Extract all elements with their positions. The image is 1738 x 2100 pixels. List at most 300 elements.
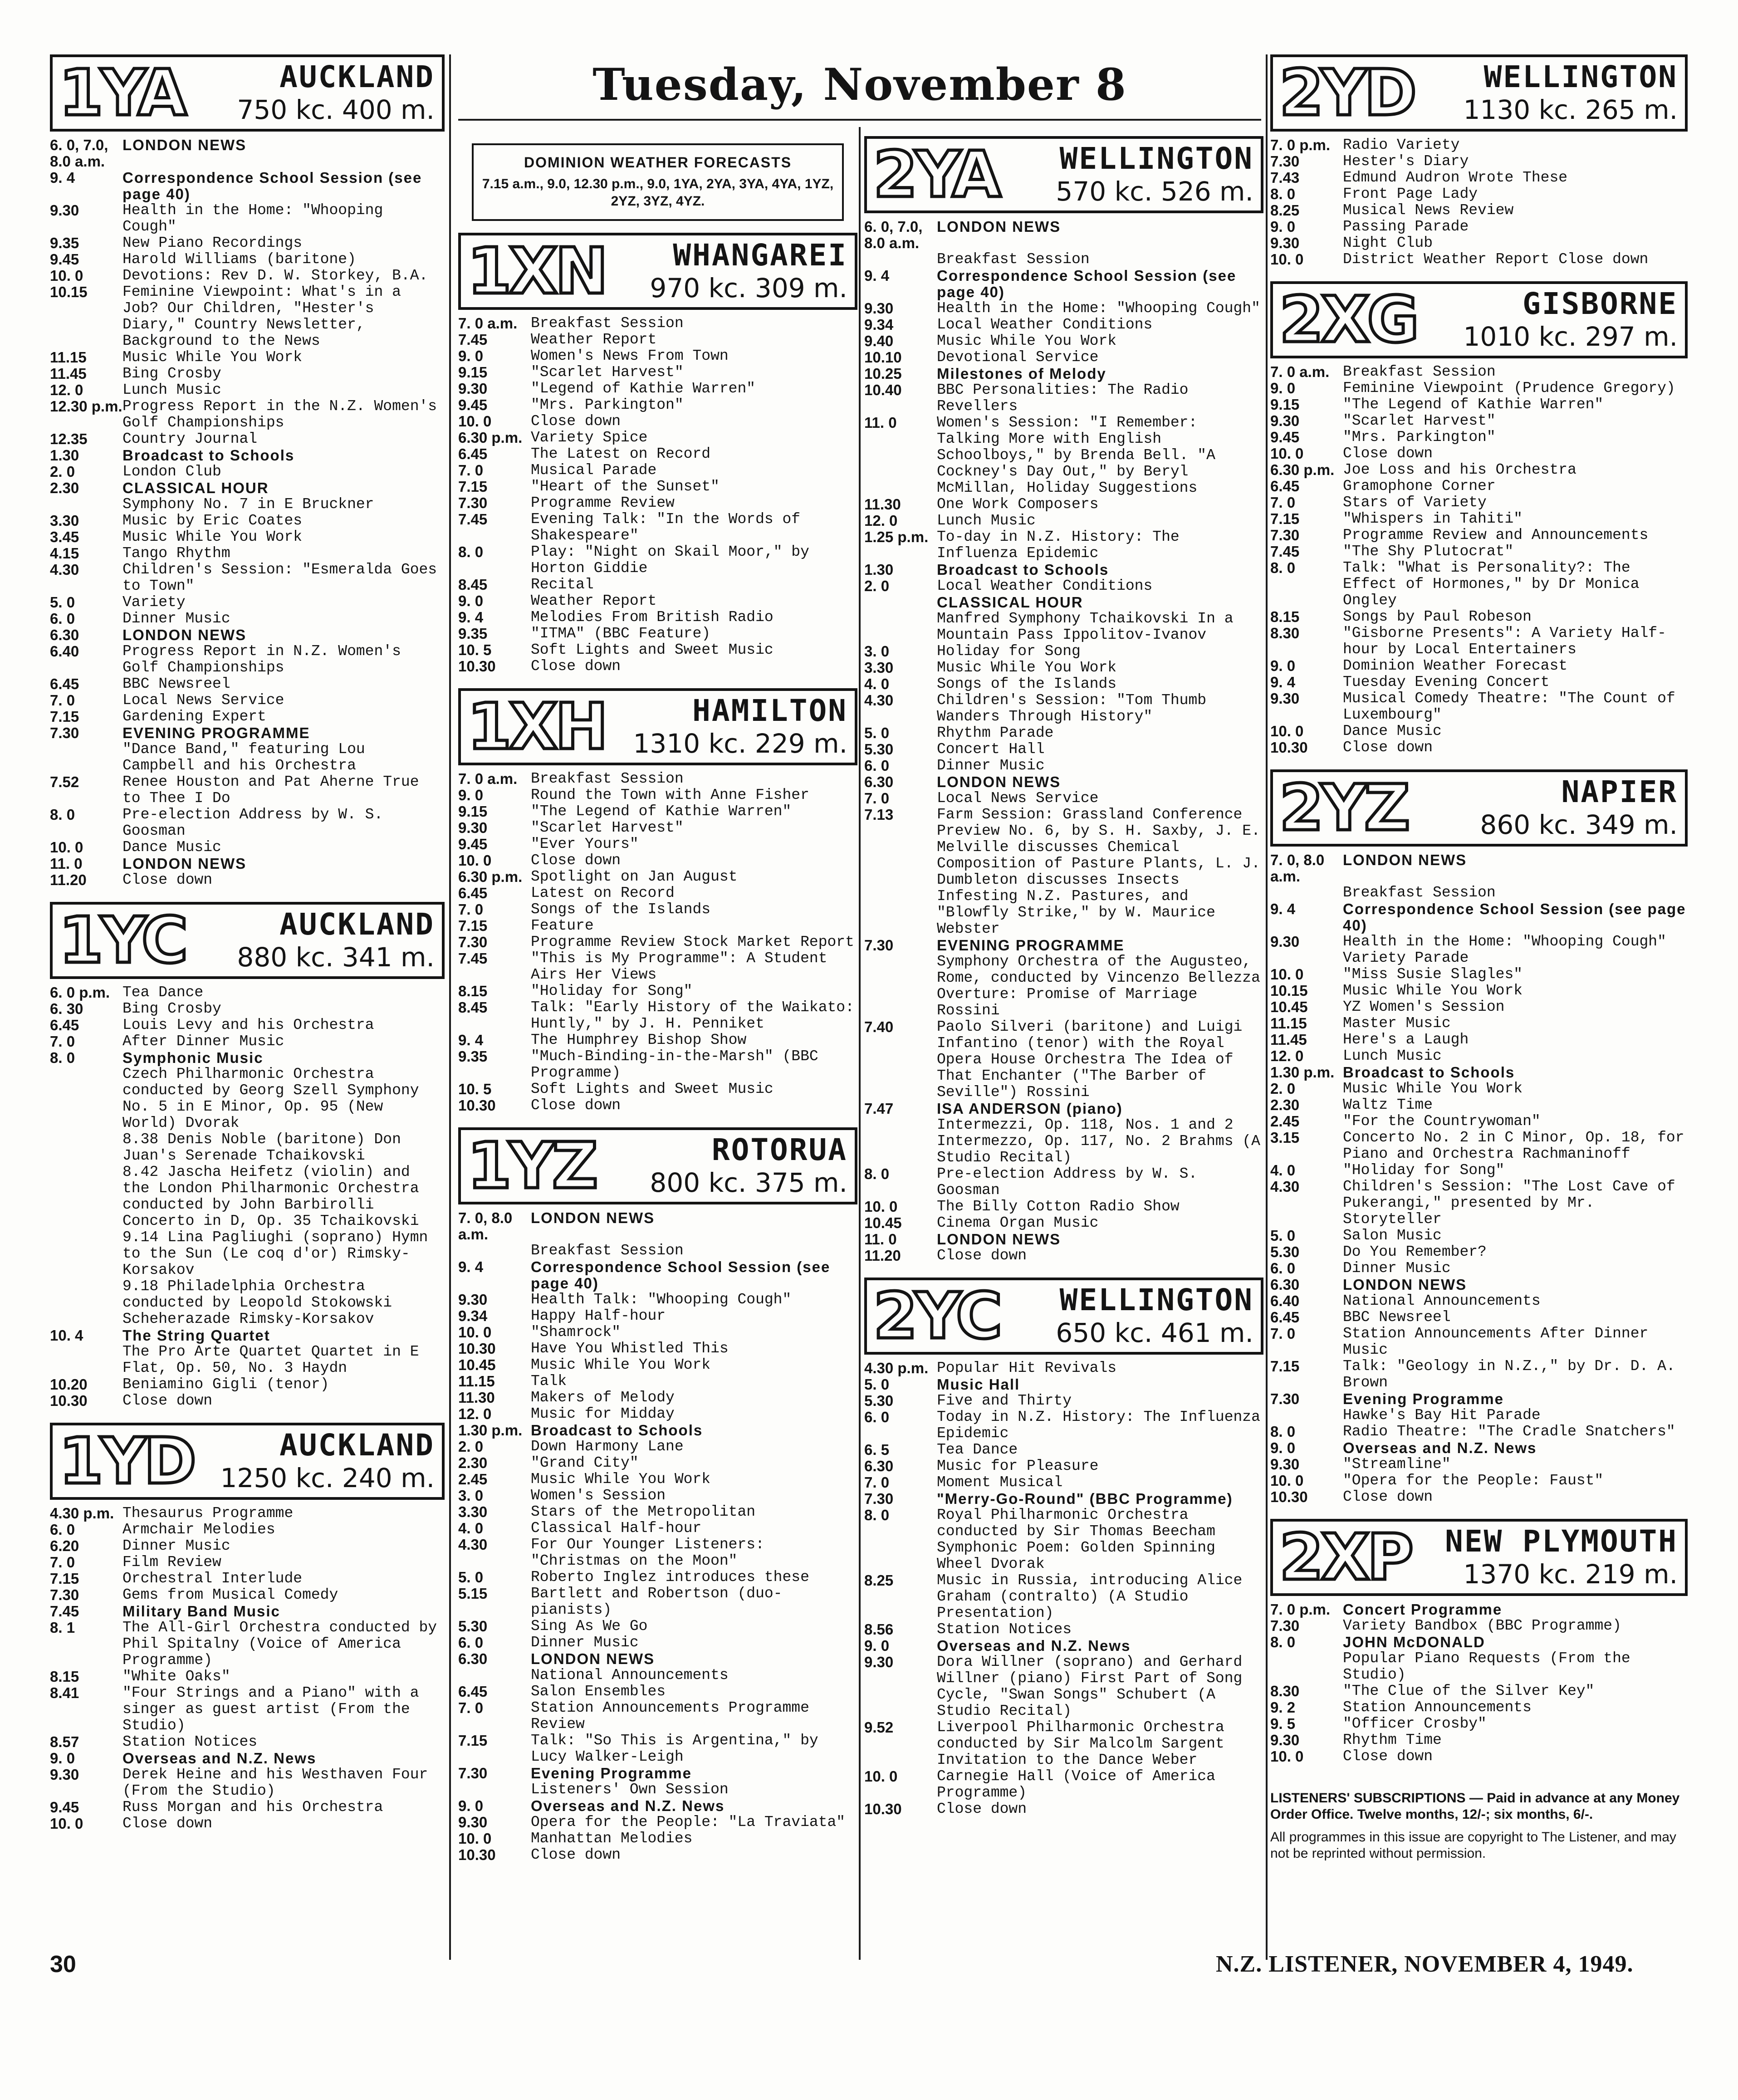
programme-entry: [1270, 1424, 1688, 1440]
programme-entry: [864, 382, 1263, 415]
programme-title: Harold Williams (baritone): [122, 251, 356, 268]
programme-title: Derek Heine and his Westhaven Four (From the Studio): [122, 1766, 428, 1799]
programme-time: 7.45: [458, 950, 488, 967]
programme-time: 10. 0: [1270, 1472, 1304, 1489]
programme-title: Intermezzi, Op. 118, Nos. 1 and 2 Intermezzo, Op. 117, No. 2 Brahms (A Studio Recital): [937, 1116, 1260, 1166]
programme-entry: [458, 1847, 857, 1863]
programme-title: Programme Review Stock Market Report: [531, 934, 854, 950]
programme-entry: [50, 1050, 445, 1066]
programme-entry: [1270, 1081, 1688, 1097]
programme-title: Music While You Work: [937, 333, 1117, 349]
programme-entry: [50, 562, 445, 594]
programme-time: 5.30: [864, 1392, 894, 1409]
programme-entry: [1270, 380, 1688, 397]
programme-title: Orchestral Interlude: [122, 1570, 303, 1587]
programme-title: Health Talk: "Whooping Cough": [531, 1291, 792, 1308]
programme-entry: [864, 790, 1263, 807]
programme-entry: [458, 1618, 857, 1635]
programme-time: 6. 0, 7.0, 8.0 a.m.: [50, 137, 108, 170]
programme-title: "The Clue of the Silver Key": [1343, 1683, 1595, 1699]
station-gap: [458, 1863, 857, 1877]
programme-time: 9.35: [458, 1048, 488, 1065]
programme-entry: [864, 1215, 1263, 1231]
programme-entry: [1270, 186, 1688, 202]
station-city: WELLINGTON: [1059, 141, 1253, 176]
programme-entry: [1270, 1260, 1688, 1277]
programme-entry: [50, 496, 445, 513]
programme-title: Breakfast Session: [531, 315, 684, 332]
programme-title: Talk: "Early History of the Waikato: Huntly," by J. H. Penniket: [531, 999, 854, 1032]
programme-entry: [458, 1798, 857, 1814]
programme-title: Dinner Music: [122, 610, 230, 627]
programme-entry: [1270, 1326, 1688, 1358]
programme-title: Armchair Melodies: [122, 1521, 275, 1538]
programme-entry: [1270, 966, 1688, 983]
programme-title: Salon Ensembles: [531, 1683, 666, 1700]
programme-title: "Officer Crosby": [1343, 1715, 1487, 1732]
station-callsign: 2YD: [1279, 56, 1414, 130]
programme-time: 9. 0: [1270, 218, 1296, 235]
programme-time: 1.25 p.m.: [864, 529, 929, 545]
programme-title: Breakfast Session: [937, 251, 1090, 268]
programme-title: Symphony Orchestra of the Augusteo, Rome, conducted by Vincenzo Bellezza Overture: Promise of Marriage Rossini: [937, 953, 1260, 1019]
programme-entry: [458, 901, 857, 918]
programme-title: Breakfast Session: [1343, 884, 1496, 901]
programme-entry: [50, 1131, 445, 1164]
programme-time: 9.45: [458, 836, 488, 852]
programme-time: 12. 0: [1270, 1048, 1304, 1064]
programme-entry: [458, 1537, 857, 1569]
programme-time: 7.47: [864, 1100, 894, 1117]
programme-time: 7. 0: [458, 462, 484, 479]
programme-time: 6. 0: [864, 1409, 890, 1425]
programme-title: Edmund Audron Wrote These: [1343, 169, 1568, 186]
programme-title: 8.38 Denis Noble (baritone) Don Juan's Serenade Tchaikovski: [122, 1131, 401, 1164]
programme-entry: [1270, 1391, 1688, 1407]
programme-title: Dinner Music: [122, 1537, 230, 1554]
programme-time: 2.45: [458, 1471, 488, 1488]
programme-title: "Merry-Go-Round" (BBC Programme): [937, 1490, 1233, 1507]
programme-title: Passing Parade: [1343, 218, 1469, 235]
programme-title: Evening Programme: [1343, 1390, 1504, 1407]
programme-time: 7.30: [1270, 1390, 1300, 1407]
programme-entry: [1270, 1650, 1688, 1683]
programme-entry: [458, 934, 857, 950]
station-block: [458, 233, 857, 688]
weather-heading: DOMINION WEATHER FORECASTS: [524, 154, 792, 171]
programme-title: "Holiday for Song": [1343, 1162, 1505, 1179]
programme-title: Evening Programme: [531, 1765, 692, 1782]
programme-time: 10.45: [458, 1356, 496, 1373]
programme-time: 6. 0: [50, 1521, 75, 1538]
programme-title: Close down: [122, 1815, 213, 1832]
programme-time: [50, 1229, 122, 1278]
programme-entry: [1270, 1228, 1688, 1244]
programme-title: LONDON NEWS: [1343, 1276, 1467, 1293]
column-1: [50, 54, 445, 1960]
programme-time: 4.30: [864, 692, 894, 709]
station-frequency: 1010 kc. 297 m.: [1463, 321, 1678, 352]
programme-title: Weather Report: [531, 331, 657, 348]
programme-entry: [458, 1569, 857, 1586]
column-2: [458, 132, 857, 1960]
programme-title: Bing Crosby: [122, 365, 221, 382]
programme-title: "This is My Programme": A Student Airs Her Views: [531, 950, 827, 983]
programme-title: Tea Dance: [937, 1441, 1018, 1458]
programme-time: 10. 0: [1270, 966, 1304, 983]
programme-title: Weather Report: [531, 592, 657, 609]
programme-entry: [50, 366, 445, 382]
station-callsign: 1YC: [59, 904, 186, 978]
programme-title: "Grand City": [531, 1454, 639, 1471]
programme-time: 6. 0: [864, 757, 890, 774]
programme-time: 8. 0: [1270, 1423, 1296, 1440]
programme-entry: [1270, 1634, 1688, 1650]
station-header: [1270, 1519, 1688, 1596]
programme-time: 6.30: [864, 1458, 894, 1474]
programme-time: 10. 0: [458, 1324, 492, 1341]
station-info: [1414, 772, 1685, 844]
programme-time: 7.52: [50, 773, 79, 790]
programme-entry: [1270, 1473, 1688, 1489]
station-frequency: 1250 kc. 240 m.: [220, 1463, 435, 1493]
programme-time: 11.15: [458, 1373, 495, 1390]
programme-time: 4.30 p.m.: [50, 1505, 114, 1522]
programme-time: 2.45: [1270, 1113, 1300, 1130]
programme-title: "ITMA" (BBC Feature): [531, 625, 711, 642]
programme-title: Broadcast to Schools: [937, 561, 1109, 578]
programme-entry: [1270, 690, 1688, 723]
programme-time: 9. 4: [458, 1032, 484, 1048]
station-info: [1006, 1280, 1261, 1352]
programme-time: 3.30: [50, 512, 79, 529]
programme-title: "The Legend of Kathie Warren": [531, 803, 792, 820]
programme-time: 7.30: [458, 934, 488, 950]
programme-entry: [1270, 852, 1688, 885]
station-block: [1270, 54, 1688, 281]
programme-title: Hawke's Bay Hit Parade: [1343, 1407, 1541, 1424]
programme-entry: [1270, 674, 1688, 690]
programme-title: Tuesday Evening Concert: [1343, 674, 1550, 690]
programme-entry: [50, 1278, 445, 1327]
programme-entry: [458, 462, 857, 479]
programme-entry: [50, 1734, 445, 1750]
programme-title: Local News Service: [937, 790, 1099, 807]
programme-entry: [50, 1538, 445, 1554]
programme-time: 7. 0 p.m.: [1270, 1601, 1331, 1618]
programme-title: CLASSICAL HOUR: [122, 480, 269, 496]
programme-title: Overseas and N.Z. News: [531, 1797, 725, 1814]
programme-time: 8.45: [458, 576, 488, 593]
programme-title: Here's a Laugh: [1343, 1031, 1469, 1048]
programme-entry: [458, 609, 857, 626]
programme-entry: [1270, 1293, 1688, 1309]
programme-title: Five and Thirty: [937, 1392, 1072, 1409]
page-number: 30: [50, 1951, 76, 1978]
station-gap: [50, 1409, 445, 1423]
programme-title: BBC Newsreel: [1343, 1309, 1451, 1326]
programme-title: Music While You Work: [122, 349, 303, 366]
programme-entry: [864, 1019, 1263, 1101]
programme-title: Front Page Lady: [1343, 186, 1478, 202]
programme-entry: [864, 333, 1263, 349]
programme-time: 7. 0: [50, 1033, 75, 1050]
programme-time: 8. 0: [50, 1049, 75, 1066]
programme-time: 11. 0: [50, 855, 83, 872]
programme-entry: [864, 954, 1263, 1019]
programme-time: 7.30: [1270, 153, 1300, 170]
programme-time: 10.45: [1270, 999, 1308, 1015]
programme-time: 8. 0: [864, 1507, 890, 1523]
programme-title: Play: "Night on Skail Moor," by Horton Giddie: [531, 543, 809, 577]
programme-entry: [458, 1667, 857, 1684]
programme-entry: [1270, 1309, 1688, 1326]
programme-title: Lunch Music: [122, 382, 221, 398]
programme-title: Popular Hit Revivals: [937, 1360, 1117, 1376]
programme-title: Feature: [531, 917, 594, 934]
programme-title: Music for Pleasure: [937, 1458, 1099, 1474]
programme-title: Down Harmony Lane: [531, 1438, 684, 1455]
station-frequency: 650 kc. 461 m.: [1056, 1317, 1253, 1348]
programme-title: Correspondence School Session (see page 40): [531, 1258, 831, 1292]
programme-title: Makers of Melody: [531, 1389, 675, 1406]
programme-title: "Mrs. Parkington": [1343, 429, 1496, 445]
programme-entry: [864, 1248, 1263, 1264]
station-gap: [50, 888, 445, 902]
programme-title: Joe Loss and his Orchestra: [1343, 461, 1576, 478]
programme-title: Tango Rhythm: [122, 545, 230, 562]
programme-entry: [1270, 1489, 1688, 1505]
programme-title: Rhythm Parade: [937, 724, 1054, 741]
programme-time: 7.30: [458, 1765, 488, 1782]
station-gap: [458, 1114, 857, 1127]
programme-time: 6.30: [864, 773, 894, 790]
programme-time: [864, 594, 937, 611]
programme-time: 2.30: [458, 1454, 488, 1471]
programme-entry: [1270, 1716, 1688, 1732]
programme-time: 7.30: [1270, 527, 1300, 543]
programme-entry: [458, 511, 857, 544]
programme-entry: [50, 170, 445, 202]
programme-title: Radio Theatre: "The Cradle Snatchers": [1343, 1423, 1675, 1440]
programme-time: 7. 0: [864, 1474, 890, 1491]
programme-title: Talk: "So This is Argentina," by Lucy Walker-Leigh: [531, 1732, 818, 1765]
programme-entry: [458, 1390, 857, 1406]
station-header: [458, 233, 857, 310]
programme-time: [50, 1278, 122, 1327]
programme-time: 9.30: [458, 380, 488, 397]
station-header: [50, 54, 445, 132]
programme-title: Music Hall: [937, 1376, 1020, 1393]
programme-time: 11.15: [50, 349, 87, 366]
programme-entry: [50, 725, 445, 741]
programme-title: London Club: [122, 463, 221, 480]
programme-title: Close down: [937, 1801, 1027, 1817]
programme-time: 2. 0: [864, 578, 890, 594]
programme-title: The Humphrey Bishop Show: [531, 1032, 747, 1048]
station-block: [458, 1127, 857, 1877]
programme-time: 9. 4: [458, 609, 484, 626]
station-header: [458, 1127, 857, 1204]
programme-title: Dance Music: [1343, 723, 1442, 739]
programme-entry: [1270, 1732, 1688, 1748]
programme-title: Stars of Variety: [1343, 494, 1487, 511]
programme-time: 4. 0: [864, 676, 890, 692]
programme-title: Night Club: [1343, 235, 1433, 251]
programme-time: 4. 0: [458, 1520, 484, 1537]
programme-entry: [458, 381, 857, 397]
programme-entry: [458, 1651, 857, 1667]
station-gap: [1270, 1505, 1688, 1519]
programme-time: 10. 0: [458, 1830, 492, 1847]
programme-title: Happy Half-hour: [531, 1307, 666, 1324]
programme-time: [864, 611, 937, 643]
programme-title: Gardening Expert: [122, 708, 266, 725]
programme-entry: [50, 464, 445, 480]
programme-entry: [50, 1816, 445, 1832]
programme-title: Concert Programme: [1343, 1601, 1503, 1618]
programme-entry: [1270, 1358, 1688, 1391]
programme-time: 9.15: [458, 364, 488, 381]
station-info: [602, 1130, 855, 1202]
programme-title: Music While You Work: [1343, 1080, 1523, 1097]
programme-time: 9. 0: [50, 1750, 75, 1767]
programme-entry: [1270, 397, 1688, 413]
programme-title: Music in Russia, introducing Alice Graham (contralto) (A Studio Presentation): [937, 1572, 1243, 1621]
programme-title: Moment Musical: [937, 1474, 1063, 1491]
programme-time: 7. 0, 8.0 a.m.: [1270, 852, 1325, 885]
programme-entry: [458, 869, 857, 885]
programme-time: 6.30 p.m.: [458, 429, 523, 446]
programme-time: 11.15: [1270, 1015, 1307, 1032]
programme-entry: [1270, 658, 1688, 674]
programme-entry: [864, 496, 1263, 513]
programme-title: Talk: "What is Personality?: The Effect of Hormones," by Dr Monica Ongley: [1343, 559, 1640, 609]
programme-time: 9. 4: [1270, 674, 1296, 690]
programme-entry: [458, 593, 857, 609]
programme-entry: [1270, 1064, 1688, 1081]
programme-time: 3.15: [1270, 1129, 1300, 1146]
programme-time: [1270, 1407, 1343, 1424]
programme-title: Close down: [531, 1097, 621, 1114]
station-gap: [864, 1817, 1263, 1831]
programme-entry: [864, 1442, 1263, 1458]
programme-title: LONDON NEWS: [122, 627, 247, 643]
programme-time: 6.45: [458, 885, 488, 901]
programme-entry: [1270, 511, 1688, 527]
programme-time: 11. 0: [864, 414, 897, 431]
programme-title: Variety: [122, 594, 186, 611]
programme-entry: [458, 1259, 857, 1292]
programme-entry: [458, 1406, 857, 1422]
programme-time: 1.30 p.m.: [1270, 1064, 1335, 1081]
programme-entry: [458, 1782, 857, 1798]
programme-entry: [458, 885, 857, 901]
programme-title: LONDON NEWS: [122, 137, 247, 153]
programme-time: 6. 30: [50, 1000, 83, 1017]
programme-entry: [458, 1471, 857, 1488]
station-block: [50, 902, 445, 1423]
programme-title: Cinema Organ Music: [937, 1214, 1099, 1231]
programme-time: 9.30: [1270, 933, 1300, 950]
programme-entry: [50, 1620, 445, 1669]
programme-title: Health in the Home: "Whooping Cough" Variety Parade: [1343, 933, 1666, 966]
programme-title: LONDON NEWS: [1343, 852, 1467, 868]
programme-title: Gems from Musical Comedy: [122, 1586, 338, 1603]
programme-title: Programme Review and Announcements: [1343, 527, 1649, 543]
copyright-note: All programmes in this issue are copyright to The Listener, and may not be reprinted without permission.: [1270, 1830, 1676, 1861]
programme-entry: [50, 741, 445, 774]
programme-title: Salon Music: [1343, 1227, 1442, 1244]
programme-entry: [458, 1520, 857, 1537]
programme-title: Bartlett and Robertson (duo-pianists): [531, 1585, 783, 1618]
programme-title: Feminine Viewpoint (Prudence Gregory): [1343, 380, 1675, 397]
programme-title: Russ Morgan and his Orchestra: [122, 1799, 383, 1816]
programme-title: Close down: [531, 852, 621, 869]
programme-entry: [458, 1324, 857, 1341]
programme-title: Close down: [122, 1392, 213, 1409]
programme-entry: [50, 627, 445, 643]
programme-entry: [1270, 413, 1688, 429]
programme-title: Close down: [937, 1247, 1027, 1264]
programme-title: Children's Session: "The Lost Cave of Pukerangi," presented by Mr. Storyteller: [1343, 1178, 1675, 1228]
programme-time: 9.40: [864, 333, 894, 349]
programme-title: Sing As We Go: [531, 1618, 648, 1635]
programme-entry: [50, 1376, 445, 1393]
programme-entry: [864, 578, 1263, 594]
programme-title: Songs by Paul Robeson: [1343, 608, 1532, 625]
programme-time: 9.15: [458, 803, 488, 820]
column-3: [864, 136, 1263, 1960]
programme-time: 7. 0: [458, 901, 484, 918]
programme-time: [50, 1066, 122, 1131]
programme-title: Dinner Music: [531, 1634, 639, 1651]
programme-time: 2. 0: [1270, 1080, 1296, 1097]
programme-entry: [458, 315, 857, 332]
programme-time: 10.15: [50, 284, 88, 300]
programme-entry: [458, 1700, 857, 1733]
masthead: N.Z. LISTENER, NOVEMBER 4, 1949.: [1216, 1951, 1634, 1977]
programme-title: LONDON NEWS: [531, 1209, 655, 1226]
programme-title: Children's Session: "Tom Thumb Wanders Through History": [937, 692, 1207, 725]
programme-entry: [50, 1522, 445, 1538]
programme-entry: [1270, 609, 1688, 625]
programme-entry: [458, 836, 857, 852]
programme-title: Station Notices: [122, 1733, 258, 1750]
programme-time: 7.15: [50, 1570, 79, 1587]
programme-entry: [458, 397, 857, 413]
programme-entry: [864, 317, 1263, 333]
programme-time: 11.45: [1270, 1031, 1307, 1048]
programme-title: Hester's Diary: [1343, 153, 1469, 170]
programme-entry: [1270, 1244, 1688, 1260]
station-callsign: 1YZ: [467, 1129, 596, 1203]
programme-time: 6.20: [50, 1537, 79, 1554]
programme-time: 5. 0: [458, 1569, 484, 1586]
programme-title: Overseas and N.Z. News: [937, 1637, 1131, 1654]
programme-time: 9. 4: [1270, 901, 1296, 917]
station-header: [864, 1278, 1263, 1355]
programme-entry: [458, 1341, 857, 1357]
programme-entry: [50, 676, 445, 692]
programme-title: ISA ANDERSON (piano): [937, 1100, 1123, 1117]
programme-entry: [1270, 1277, 1688, 1293]
programme-title: Children's Session: "Esmeralda Goes to Town": [122, 561, 437, 594]
programme-entry: [458, 1635, 857, 1651]
weather-times: 7.15 a.m., 9.0, 12.30 p.m., 9.0, 1YA, 2YA, 3YA, 4YA, 1YZ, 2YZ, 3YZ, 4YZ.: [482, 176, 834, 209]
programme-title: Film Review: [122, 1554, 221, 1571]
programme-entry: [864, 349, 1263, 366]
